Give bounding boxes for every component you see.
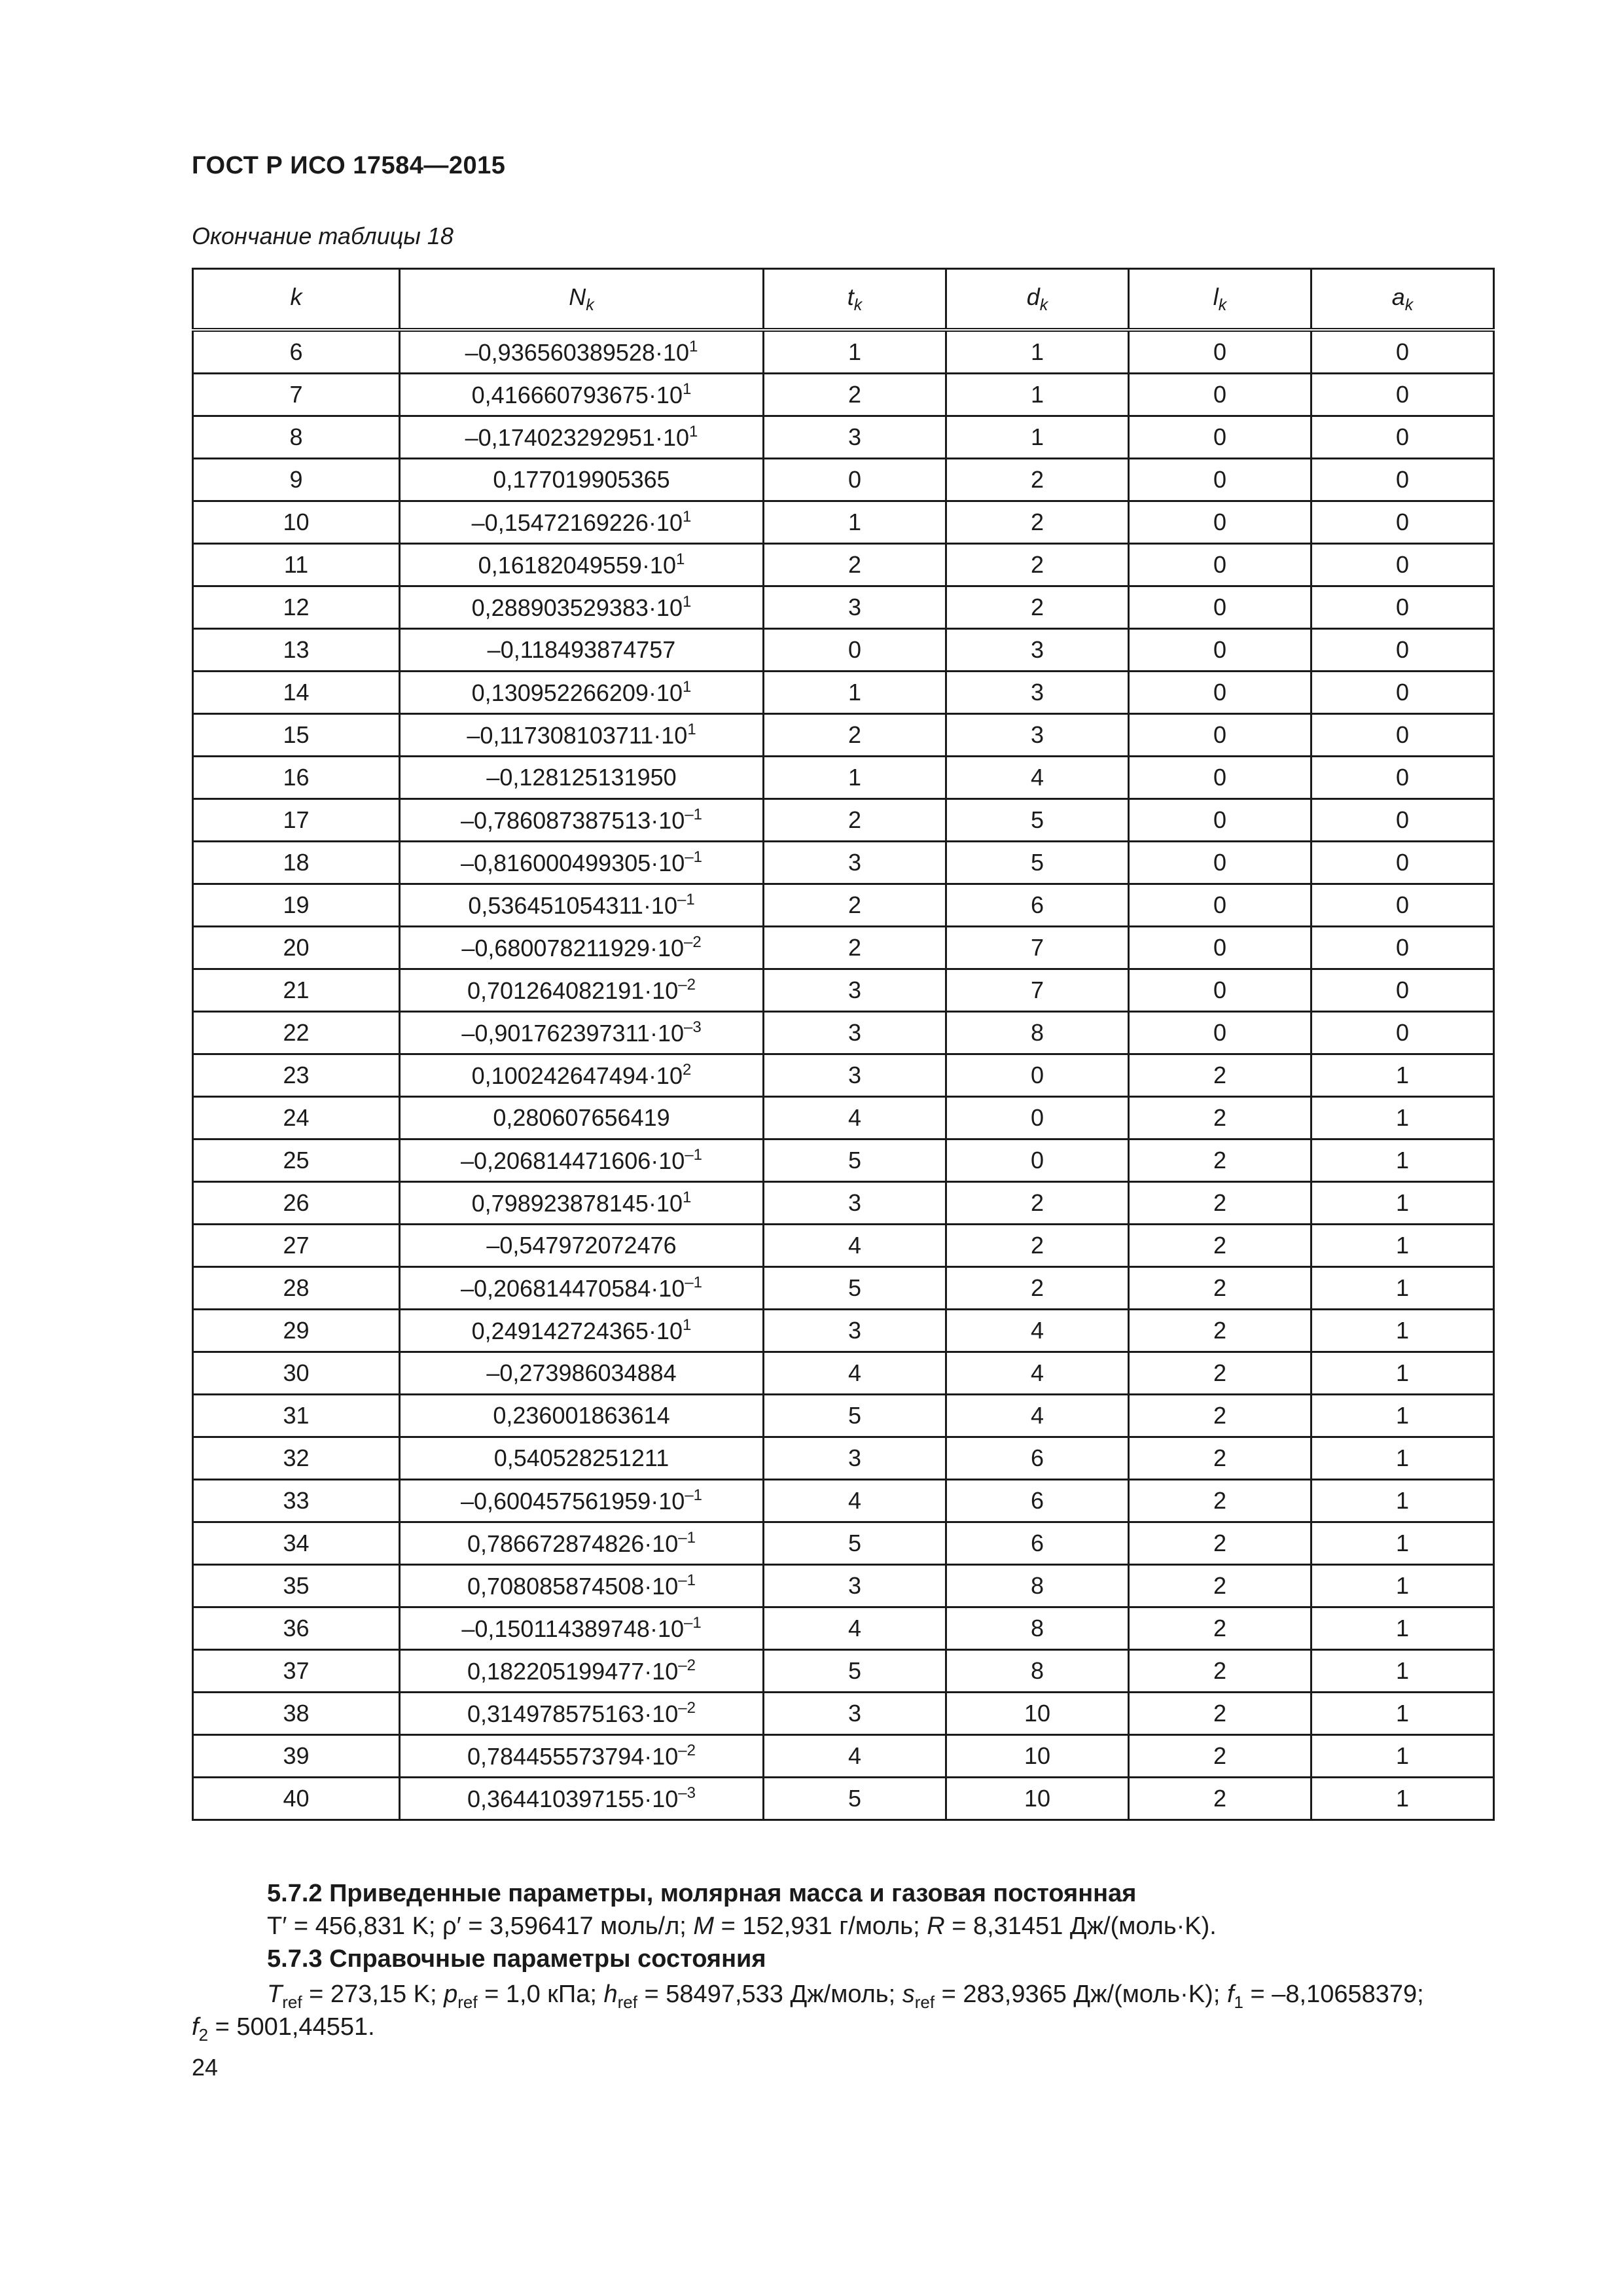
cell-ak: 0	[1311, 799, 1494, 842]
table-row	[193, 672, 1494, 714]
cell-dk: 4	[946, 1395, 1129, 1437]
cell-nk: $-0,936560389528\cdot 10^1$	[400, 330, 764, 374]
table-body	[193, 330, 1494, 1820]
table-row	[193, 374, 1494, 416]
cell-tk: 4	[764, 1352, 946, 1395]
cell-k: 24	[193, 1097, 400, 1139]
cell-k: 23	[193, 1054, 400, 1097]
cell-dk: 8	[946, 1012, 1129, 1054]
table-row	[193, 1310, 1494, 1352]
table-row	[193, 1735, 1494, 1778]
cell-k: 14	[193, 672, 400, 714]
cell-ak: 1	[1311, 1650, 1494, 1693]
cell-dk: 3	[946, 714, 1129, 757]
table-row	[193, 1565, 1494, 1607]
cell-lk: 0	[1129, 544, 1311, 586]
cell-dk: 6	[946, 1480, 1129, 1522]
cell-dk: 1	[946, 330, 1129, 374]
cell-tk: 5	[764, 1650, 946, 1693]
cell-ak: 1	[1311, 1522, 1494, 1565]
cell-lk: 2	[1129, 1054, 1311, 1097]
cell-k: 10	[193, 501, 400, 544]
cell-k: 8	[193, 416, 400, 459]
cell-k: 16	[193, 757, 400, 799]
cell-ak: 1	[1311, 1778, 1494, 1820]
cell-lk: 0	[1129, 459, 1311, 501]
cell-nk: $-0,816000499305\cdot 10^{-1}$	[400, 842, 764, 884]
col-header-k: k	[193, 269, 400, 331]
cell-dk: 8	[946, 1565, 1129, 1607]
cell-dk: 2	[946, 1182, 1129, 1225]
cell-tk: 5	[764, 1522, 946, 1565]
cell-lk: 2	[1129, 1225, 1311, 1267]
cell-nk: $0,314978575163\cdot 10^{-2}$	[400, 1693, 764, 1735]
cell-lk: 2	[1129, 1565, 1311, 1607]
cell-dk: 2	[946, 544, 1129, 586]
cell-ak: 1	[1311, 1693, 1494, 1735]
cell-nk: –0,547972072476	[400, 1225, 764, 1267]
cell-ak: 0	[1311, 459, 1494, 501]
cell-k: 25	[193, 1139, 400, 1182]
cell-ak: 0	[1311, 757, 1494, 799]
table-row	[193, 586, 1494, 629]
cell-k: 17	[193, 799, 400, 842]
cell-ak: 1	[1311, 1267, 1494, 1310]
cell-lk: 2	[1129, 1267, 1311, 1310]
cell-dk: 1	[946, 374, 1129, 416]
cell-tk: 0	[764, 629, 946, 672]
cell-k: 31	[193, 1395, 400, 1437]
table-row	[193, 842, 1494, 884]
table-row	[193, 1693, 1494, 1735]
cell-nk: $0,786672874826\cdot 10^{-1}$	[400, 1522, 764, 1565]
col-header-nk: $N_k$	[400, 269, 764, 331]
cell-nk: $0,249142724365\cdot 10^1$	[400, 1310, 764, 1352]
cell-nk: $-0,206814470584\cdot 10^{-1}$	[400, 1267, 764, 1310]
cell-tk: 2	[764, 927, 946, 969]
cell-tk: 5	[764, 1778, 946, 1820]
cell-tk: 2	[764, 799, 946, 842]
table-row	[193, 927, 1494, 969]
cell-nk: $0,100242647494\cdot 10^2$	[400, 1054, 764, 1097]
cell-lk: 2	[1129, 1310, 1311, 1352]
table-row	[193, 1437, 1494, 1480]
cell-ak: 0	[1311, 544, 1494, 586]
table-row	[193, 330, 1494, 374]
cell-k: 34	[193, 1522, 400, 1565]
cell-dk: 8	[946, 1607, 1129, 1650]
cell-dk: 4	[946, 1310, 1129, 1352]
cell-k: 26	[193, 1182, 400, 1225]
cell-nk: $-0,206814471606\cdot 10^{-1}$	[400, 1139, 764, 1182]
cell-nk: $0,182205199477\cdot 10^{-2}$	[400, 1650, 764, 1693]
cell-nk: $0,701264082191\cdot 10^{-2}$	[400, 969, 764, 1012]
cell-lk: 0	[1129, 374, 1311, 416]
cell-dk: 8	[946, 1650, 1129, 1693]
col-header-tk: $t_k$	[764, 269, 946, 331]
cell-dk: 2	[946, 586, 1129, 629]
cell-dk: 4	[946, 1352, 1129, 1395]
table-row	[193, 757, 1494, 799]
cell-tk: 2	[764, 374, 946, 416]
cell-lk: 2	[1129, 1182, 1311, 1225]
cell-dk: 0	[946, 1097, 1129, 1139]
table-row	[193, 1267, 1494, 1310]
cell-dk: 0	[946, 1054, 1129, 1097]
cell-lk: 2	[1129, 1650, 1311, 1693]
cell-nk: $-0,174023292951\cdot 10^1$	[400, 416, 764, 459]
cell-ak: 1	[1311, 1565, 1494, 1607]
cell-nk: –0,273986034884	[400, 1352, 764, 1395]
cell-lk: 0	[1129, 501, 1311, 544]
cell-nk: $0,416660793675\cdot 10^1$	[400, 374, 764, 416]
cell-lk: 0	[1129, 586, 1311, 629]
table-row	[193, 969, 1494, 1012]
table-row	[193, 1182, 1494, 1225]
table-caption: Окончание таблицы 18	[192, 223, 454, 249]
cell-ak: 0	[1311, 672, 1494, 714]
cell-tk: 4	[764, 1225, 946, 1267]
table-row	[193, 1778, 1494, 1820]
cell-tk: 4	[764, 1607, 946, 1650]
cell-ak: 0	[1311, 842, 1494, 884]
cell-ak: 0	[1311, 884, 1494, 927]
cell-tk: 4	[764, 1097, 946, 1139]
cell-k: 40	[193, 1778, 400, 1820]
cell-nk: 0,177019905365	[400, 459, 764, 501]
cell-k: 27	[193, 1225, 400, 1267]
cell-k: 28	[193, 1267, 400, 1310]
cell-dk: 2	[946, 1267, 1129, 1310]
table-row	[193, 1139, 1494, 1182]
cell-ak: 1	[1311, 1395, 1494, 1437]
cell-dk: 4	[946, 757, 1129, 799]
cell-lk: 0	[1129, 416, 1311, 459]
cell-nk: $0,536451054311\cdot 10^{-1}$	[400, 884, 764, 927]
cell-lk: 2	[1129, 1352, 1311, 1395]
cell-lk: 2	[1129, 1522, 1311, 1565]
cell-dk: 3	[946, 672, 1129, 714]
cell-tk: 3	[764, 1012, 946, 1054]
cell-tk: 4	[764, 1735, 946, 1778]
cell-nk: $0,130952266209\cdot 10^1$	[400, 672, 764, 714]
cell-ak: 1	[1311, 1054, 1494, 1097]
cell-dk: 3	[946, 629, 1129, 672]
col-header-lk: $l_k$	[1129, 269, 1311, 331]
section-572-heading: 5.7.2 Приведенные параметры, молярная масса и газовая постоянная	[267, 1880, 1137, 1907]
cell-ak: 1	[1311, 1480, 1494, 1522]
cell-dk: 0	[946, 1139, 1129, 1182]
cell-lk: 2	[1129, 1480, 1311, 1522]
cell-ak: 1	[1311, 1735, 1494, 1778]
table-row	[193, 629, 1494, 672]
cell-k: 21	[193, 969, 400, 1012]
cell-k: 35	[193, 1565, 400, 1607]
cell-tk: 3	[764, 842, 946, 884]
cell-lk: 2	[1129, 1139, 1311, 1182]
cell-k: 38	[193, 1693, 400, 1735]
cell-tk: 3	[764, 416, 946, 459]
cell-ak: 0	[1311, 374, 1494, 416]
cell-tk: 0	[764, 459, 946, 501]
cell-lk: 2	[1129, 1395, 1311, 1437]
cell-ak: 0	[1311, 714, 1494, 757]
col-header-dk: $d_k$	[946, 269, 1129, 331]
cell-lk: 0	[1129, 330, 1311, 374]
cell-dk: 7	[946, 927, 1129, 969]
table-row	[193, 884, 1494, 927]
cell-ak: 1	[1311, 1225, 1494, 1267]
cell-dk: 10	[946, 1735, 1129, 1778]
table-row	[193, 1650, 1494, 1693]
table-row	[193, 1352, 1494, 1395]
cell-lk: 2	[1129, 1607, 1311, 1650]
cell-tk: 5	[764, 1267, 946, 1310]
cell-ak: 0	[1311, 1012, 1494, 1054]
table-header-row	[193, 269, 1494, 331]
cell-nk: $-0,15472169226\cdot 10^1$	[400, 501, 764, 544]
cell-ak: 1	[1311, 1310, 1494, 1352]
cell-tk: 1	[764, 757, 946, 799]
table-row	[193, 459, 1494, 501]
cell-nk: –0,128125131950	[400, 757, 764, 799]
cell-tk: 4	[764, 1480, 946, 1522]
cell-k: 18	[193, 842, 400, 884]
cell-tk: 1	[764, 501, 946, 544]
cell-nk: $0,798923878145\cdot 10^1$	[400, 1182, 764, 1225]
cell-ak: 0	[1311, 586, 1494, 629]
cell-dk: 6	[946, 1522, 1129, 1565]
cell-tk: 3	[764, 586, 946, 629]
cell-dk: 10	[946, 1778, 1129, 1820]
cell-dk: 6	[946, 1437, 1129, 1480]
table-row	[193, 1054, 1494, 1097]
cell-tk: 1	[764, 672, 946, 714]
cell-k: 30	[193, 1352, 400, 1395]
cell-k: 32	[193, 1437, 400, 1480]
cell-dk: 1	[946, 416, 1129, 459]
cell-k: 37	[193, 1650, 400, 1693]
document-header: ГОСТ Р ИСО 17584—2015	[192, 152, 506, 179]
cell-lk: 0	[1129, 672, 1311, 714]
cell-lk: 0	[1129, 757, 1311, 799]
cell-nk: $-0,150114389748\cdot 10^{-1}$	[400, 1607, 764, 1650]
col-header-ak: $a_k$	[1311, 269, 1494, 331]
table-row	[193, 1097, 1494, 1139]
cell-lk: 2	[1129, 1735, 1311, 1778]
cell-k: 7	[193, 374, 400, 416]
cell-lk: 2	[1129, 1778, 1311, 1820]
cell-ak: 1	[1311, 1182, 1494, 1225]
cell-dk: 2	[946, 501, 1129, 544]
table-row	[193, 714, 1494, 757]
cell-lk: 0	[1129, 969, 1311, 1012]
cell-k: 15	[193, 714, 400, 757]
cell-dk: 5	[946, 799, 1129, 842]
cell-tk: 5	[764, 1139, 946, 1182]
cell-dk: 7	[946, 969, 1129, 1012]
cell-k: 13	[193, 629, 400, 672]
cell-k: 6	[193, 330, 400, 374]
cell-k: 9	[193, 459, 400, 501]
section-573-heading: 5.7.3 Справочные параметры состояния	[267, 1945, 766, 1973]
cell-k: 39	[193, 1735, 400, 1778]
cell-nk: –0,118493874757	[400, 629, 764, 672]
cell-k: 36	[193, 1607, 400, 1650]
cell-lk: 0	[1129, 629, 1311, 672]
table-row	[193, 799, 1494, 842]
table-row	[193, 1225, 1494, 1267]
cell-lk: 2	[1129, 1097, 1311, 1139]
cell-dk: 2	[946, 1225, 1129, 1267]
cell-k: 22	[193, 1012, 400, 1054]
table-row	[193, 1607, 1494, 1650]
cell-tk: 3	[764, 1565, 946, 1607]
cell-ak: 1	[1311, 1437, 1494, 1480]
cell-dk: 6	[946, 884, 1129, 927]
cell-tk: 3	[764, 1054, 946, 1097]
cell-ak: 1	[1311, 1607, 1494, 1650]
cell-lk: 0	[1129, 714, 1311, 757]
cell-lk: 0	[1129, 799, 1311, 842]
cell-lk: 2	[1129, 1693, 1311, 1735]
cell-tk: 5	[764, 1395, 946, 1437]
cell-k: 12	[193, 586, 400, 629]
page-number: 24	[192, 2054, 219, 2081]
cell-lk: 2	[1129, 1437, 1311, 1480]
table-row	[193, 501, 1494, 544]
cell-k: 29	[193, 1310, 400, 1352]
section-572-body: T′ = 456,831 K; ρ′ = 3,596417 моль/л; M = 152,931 г/моль; R = 8,31451 Дж/(моль·K).	[267, 1912, 1217, 1940]
cell-k: 11	[193, 544, 400, 586]
cell-nk: $-0,901762397311\cdot 10^{-3}$	[400, 1012, 764, 1054]
cell-k: 20	[193, 927, 400, 969]
cell-k: 19	[193, 884, 400, 927]
cell-tk: 2	[764, 884, 946, 927]
cell-dk: 2	[946, 459, 1129, 501]
cell-tk: 1	[764, 330, 946, 374]
cell-nk: 0,236001863614	[400, 1395, 764, 1437]
cell-nk: $0,288903529383\cdot 10^1$	[400, 586, 764, 629]
cell-ak: 1	[1311, 1352, 1494, 1395]
cell-ak: 1	[1311, 1139, 1494, 1182]
cell-tk: 2	[764, 544, 946, 586]
table-row	[193, 1012, 1494, 1054]
cell-nk: $0,784455573794\cdot 10^{-2}$	[400, 1735, 764, 1778]
section-573-body-line1: $T_{ref} = 273,15$ K; $p_{ref} = 1,0$ кПа; $h_{ref} = 58497,533$ Дж/моль; $s_{ref} = 283,9365$ Дж/(моль·K); $f_1 = -8,10658379$;	[267, 1981, 1424, 2012]
cell-ak: 1	[1311, 1097, 1494, 1139]
cell-tk: 2	[764, 714, 946, 757]
cell-lk: 0	[1129, 927, 1311, 969]
coefficients-table	[192, 268, 1495, 1821]
cell-tk: 3	[764, 1310, 946, 1352]
table-row	[193, 1522, 1494, 1565]
cell-ak: 0	[1311, 969, 1494, 1012]
cell-k: 33	[193, 1480, 400, 1522]
cell-lk: 0	[1129, 884, 1311, 927]
cell-dk: 5	[946, 842, 1129, 884]
cell-nk: $-0,786087387513\cdot 10^{-1}$	[400, 799, 764, 842]
cell-nk: 0,540528251211	[400, 1437, 764, 1480]
table-row	[193, 1395, 1494, 1437]
cell-ak: 0	[1311, 927, 1494, 969]
cell-nk: $0,16182049559\cdot 10^1$	[400, 544, 764, 586]
cell-nk: $0,708085874508\cdot 10^{-1}$	[400, 1565, 764, 1607]
cell-lk: 0	[1129, 842, 1311, 884]
cell-ak: 0	[1311, 330, 1494, 374]
cell-tk: 3	[764, 1437, 946, 1480]
cell-tk: 3	[764, 1182, 946, 1225]
cell-ak: 0	[1311, 501, 1494, 544]
cell-nk: 0,280607656419	[400, 1097, 764, 1139]
cell-ak: 0	[1311, 416, 1494, 459]
cell-nk: $-0,600457561959\cdot 10^{-1}$	[400, 1480, 764, 1522]
cell-lk: 0	[1129, 1012, 1311, 1054]
table-row	[193, 1480, 1494, 1522]
table-row	[193, 544, 1494, 586]
cell-nk: $0,364410397155\cdot 10^{-3}$	[400, 1778, 764, 1820]
cell-tk: 3	[764, 969, 946, 1012]
cell-tk: 3	[764, 1693, 946, 1735]
section-573-body-line2: $f_2 = 5001,44551$.	[192, 2013, 375, 2045]
cell-dk: 10	[946, 1693, 1129, 1735]
table-row	[193, 416, 1494, 459]
cell-nk: $-0,117308103711\cdot 10^1$	[400, 714, 764, 757]
cell-nk: $-0,680078211929\cdot 10^{-2}$	[400, 927, 764, 969]
cell-ak: 0	[1311, 629, 1494, 672]
